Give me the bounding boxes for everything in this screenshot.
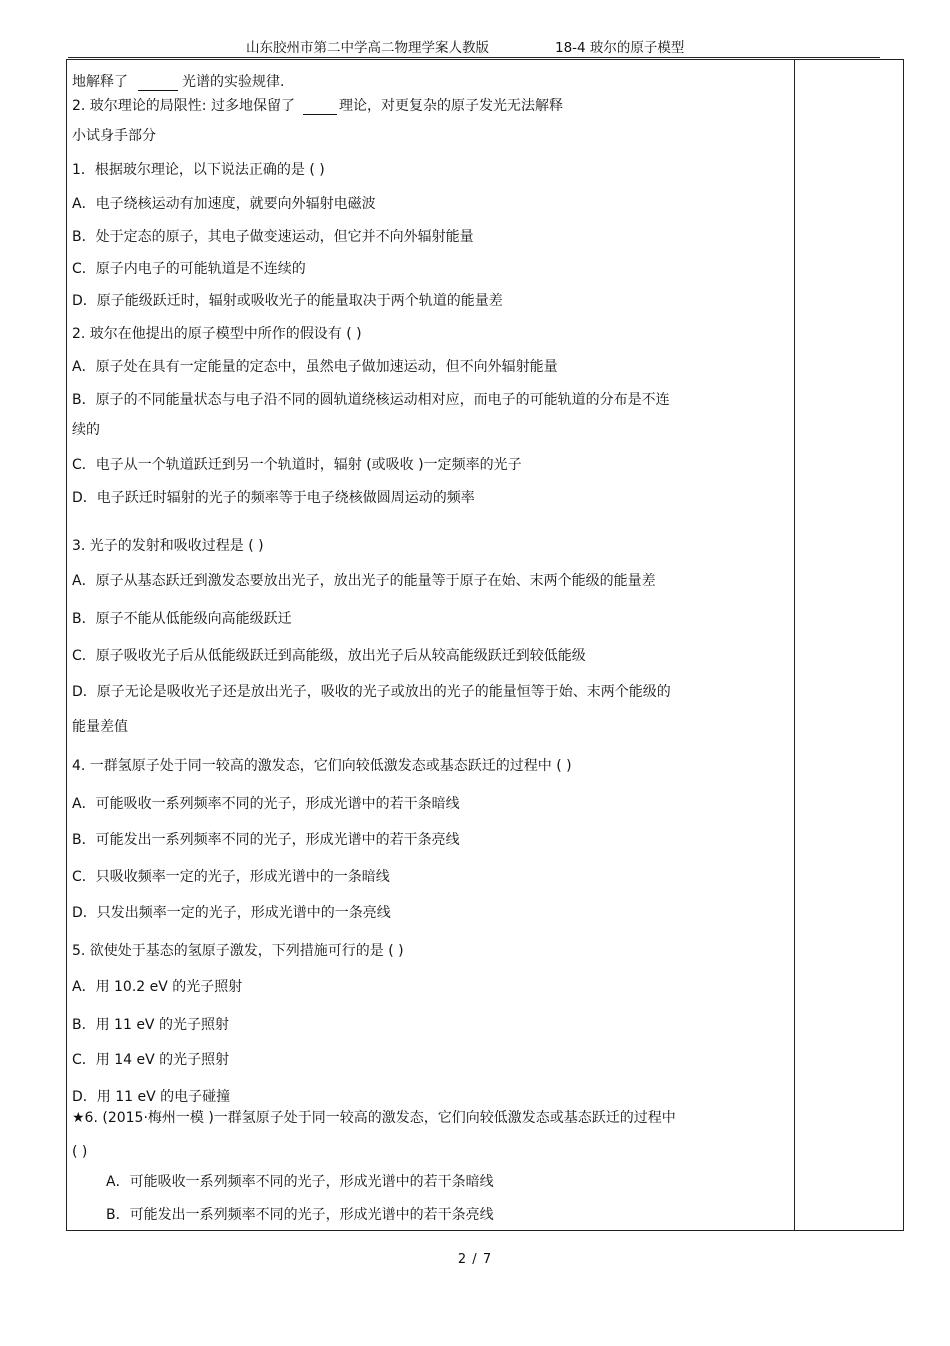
question-3-option-a: A．原子从基态跃迁到激发态要放出光子，放出光子的能量等于原子在始、末两个能级的能量差 [72,573,656,589]
question-1: 1．根据玻尔理论，以下说法正确的是 ( ) [72,162,325,178]
question-2-option-b-cont: 续的 [72,422,100,438]
text-line: 地解释了 光谱的实验规律. [72,74,285,90]
question-4-option-a: A．可能吸收一系列频率不同的光子，形成光谱中的若干条暗线 [72,796,460,812]
question-2-option-c: C．电子从一个轨道跃迁到另一个轨道时，辐射 (或吸收 )一定频率的光子 [72,457,522,473]
question-4: 4. 一群氢原子处于同一较高的激发态，它们向较低激发态或基态跃迁的过程中 ( ) [72,758,572,774]
question-2-option-b: B．原子的不同能量状态与电子沿不同的圆轨道绕核运动相对应，而电子的可能轨道的分布是不连 [72,392,670,408]
question-3-option-d-cont: 能量差值 [72,719,128,735]
page-number: 2 / 7 [457,1252,493,1267]
question-3-option-d: D．原子无论是吸收光子还是放出光子，吸收的光子或放出的光子的能量恒等于始、末两个能级的 [72,684,671,700]
question-4-option-b: B．可能发出一系列频率不同的光子，形成光谱中的若干条亮线 [72,832,460,848]
header-rule [68,57,880,58]
question-5-option-a: A．用 10.2 eV 的光子照射 [72,979,243,995]
question-1-option-d: D．原子能级跃迁时，辐射或吸收光子的能量取决于两个轨道的能量差 [72,293,503,309]
question-3-option-c: C．原子吸收光子后从低能级跃迁到高能级，放出光子后从较高能级跃迁到较低能级 [72,648,586,664]
fill-blank [138,76,178,91]
question-1-option-a: A．电子绕核运动有加速度，就要向外辐射电磁波 [72,196,376,212]
question-2-option-a: A．原子处在具有一定能量的定态中，虽然电子做加速运动，但不向外辐射能量 [72,359,558,375]
section-title: 小试身手部分 [72,128,156,144]
question-2: 2. 玻尔在他提出的原子模型中所作的假设有 ( ) [72,326,362,342]
header-school: 山东胶州市第二中学高二物理学案人教版 [246,40,489,56]
notes-column-divider [794,59,795,1231]
text-line: 2. 玻尔理论的局限性: 过多地保留了 理论，对更复杂的原子发光无法解释 [72,98,563,114]
question-6: ★6. (2015·梅州一模 )一群氢原子处于同一较高的激发态，它们向较低激发态或基态跃迁的过程中 [72,1110,676,1126]
question-6-option-b: B．可能发出一系列频率不同的光子，形成光谱中的若干条亮线 [106,1207,494,1223]
question-6-paren: ( ) [72,1144,88,1160]
question-3: 3. 光子的发射和吸收过程是 ( ) [72,538,264,554]
question-4-option-c: C．只吸收频率一定的光子，形成光谱中的一条暗线 [72,869,390,885]
question-2-option-d: D．电子跃迁时辐射的光子的频率等于电子绕核做圆周运动的频率 [72,490,475,506]
question-5-option-c: C．用 14 eV 的光子照射 [72,1052,230,1068]
question-3-option-b: B．原子不能从低能级向高能级跃迁 [72,611,292,627]
question-1-option-c: C．原子内电子的可能轨道是不连续的 [72,261,306,277]
question-1-option-b: B．处于定态的原子，其电子做变速运动，但它并不向外辐射能量 [72,229,474,245]
fill-blank [303,100,337,115]
question-6-option-a: A．可能吸收一系列频率不同的光子，形成光谱中的若干条暗线 [106,1174,494,1190]
header-lesson: 18-4 玻尔的原子模型 [555,40,685,56]
question-5-option-b: B．用 11 eV 的光子照射 [72,1017,229,1033]
question-5: 5. 欲使处于基态的氢原子激发，下列措施可行的是 ( ) [72,943,404,959]
question-5-option-d: D．用 11 eV 的电子碰撞 [72,1089,231,1105]
question-4-option-d: D．只发出频率一定的光子，形成光谱中的一条亮线 [72,905,391,921]
